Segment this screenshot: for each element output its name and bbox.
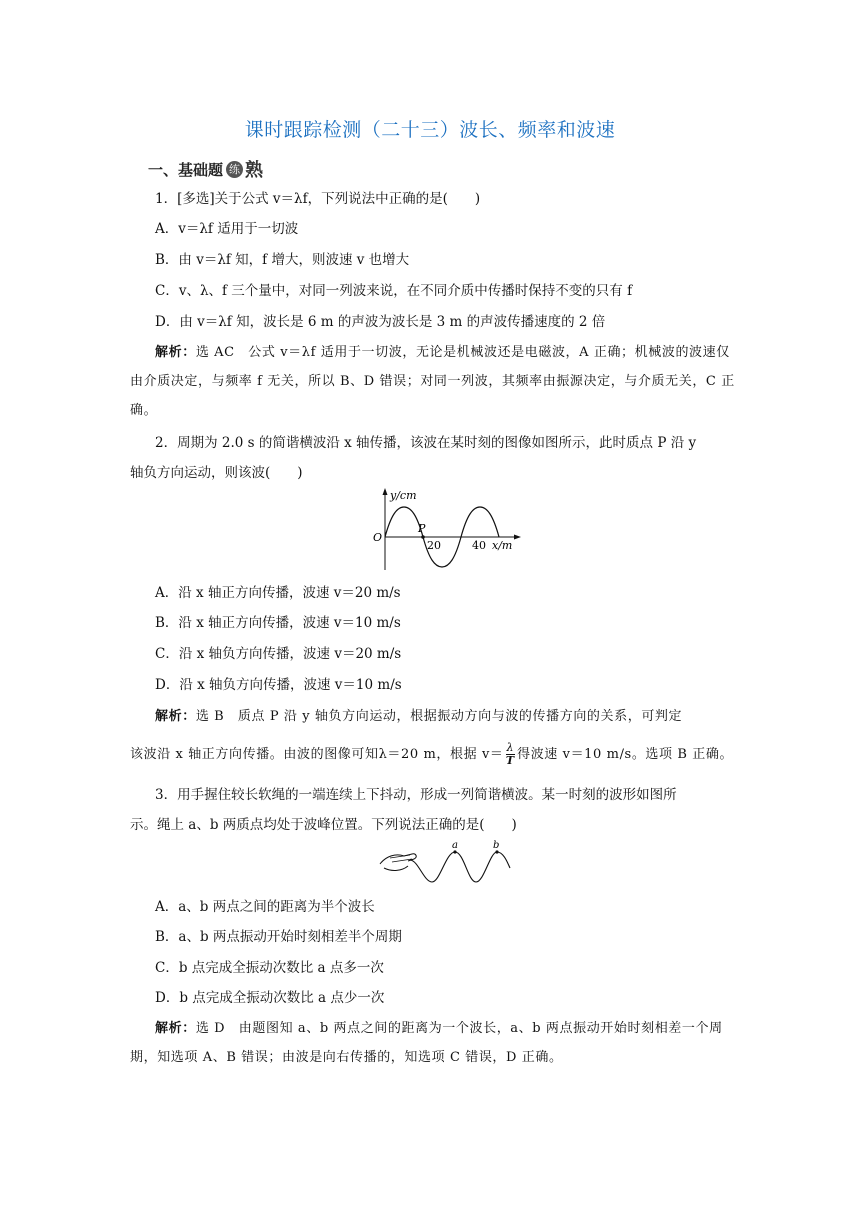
q2-analysis-text2b: 得波速 v＝10 m/s。选项 B 正确。 bbox=[517, 746, 734, 762]
q1-analysis-label: 解析： bbox=[155, 345, 196, 360]
q2-option-a: A．沿 x 轴正方向传播，波速 v＝20 m/s bbox=[155, 585, 401, 601]
q1-stem: 1．[多选]关于公式 v＝λf，下列说法中正确的是( ) bbox=[155, 191, 481, 207]
q3-analysis bbox=[130, 1014, 740, 1072]
x-tick-40: 40 bbox=[472, 539, 486, 552]
q2-fraction-numerator: λ bbox=[506, 741, 515, 754]
q1-option-b: B．由 v＝λf 知，f 增大，则波速 v 也增大 bbox=[155, 252, 410, 268]
q2-option-b: B．沿 x 轴正方向传播，波速 v＝10 m/s bbox=[155, 615, 401, 631]
q2-analysis-line1 bbox=[155, 708, 682, 726]
q1-analysis-text: 选 AC 公式 v＝λf 适用于一切波，无论是机械波还是电磁波，A 正确；机械波的波速仅由介质决定，与频率 f 无关，所以 B、D 错误；对同一列波，其频率由振源决定，与介质无关，C 正确。 bbox=[130, 345, 735, 418]
y-axis-label: y/cm bbox=[390, 489, 417, 502]
q2-analysis-text2a: 该波沿 x 轴正方向传播。由波的图像可知λ＝20 m，根据 v＝ bbox=[130, 746, 504, 762]
point-a-label: a bbox=[452, 840, 458, 851]
x-axis-arrow-icon bbox=[514, 535, 521, 540]
q2-stem-line1: 2．周期为 2.0 s 的简谐横波沿 x 轴传播，该波在某时刻的图像如图所示，此时质点 P 沿 y bbox=[155, 435, 697, 451]
q2-wave-figure bbox=[368, 485, 528, 575]
rope-wave bbox=[410, 852, 510, 882]
q3-stem-line1: 3．用手握住较长软绳的一端连续上下抖动，形成一列简谐横波。某一时刻的波形如图所 bbox=[155, 787, 677, 803]
q3-option-c: C．b 点完成全振动次数比 a 点多一次 bbox=[155, 960, 384, 976]
q2-stem-line2: 轴负方向运动，则该波( ) bbox=[130, 465, 303, 481]
q3-option-a: A．a、b 两点之间的距离为半个波长 bbox=[155, 899, 375, 915]
q2-option-d: D．沿 x 轴负方向传播，波速 v＝10 m/s bbox=[155, 677, 402, 693]
q2-analysis-line2 bbox=[130, 742, 733, 767]
q1-option-a: A．v＝λf 适用于一切波 bbox=[155, 221, 299, 237]
q2-analysis-label: 解析： bbox=[155, 709, 196, 724]
point-b-label: b bbox=[493, 840, 500, 851]
x-axis-label: x/m bbox=[492, 539, 513, 552]
practice-badge-text: 熟 bbox=[245, 160, 264, 181]
hand-icon bbox=[380, 854, 416, 871]
q1-analysis bbox=[130, 338, 740, 425]
practice-badge-icon: 练 bbox=[226, 161, 243, 178]
q3-stem-line2: 示。绳上 a、b 两质点均处于波峰位置。下列说法正确的是( ) bbox=[130, 817, 517, 833]
q3-rope-figure bbox=[376, 838, 516, 890]
q3-option-b: B．a、b 两点振动开始时刻相差半个周期 bbox=[155, 929, 402, 945]
q1-option-c: C．v、λ、f 三个量中，对同一列波来说，在不同介质中传播时保持不变的只有 f bbox=[155, 283, 633, 299]
q3-option-d: D．b 点完成全振动次数比 a 点少一次 bbox=[155, 990, 385, 1006]
origin-label: O bbox=[373, 531, 383, 544]
page-title: 课时跟踪检测（二十三）波长、频率和波速 bbox=[244, 119, 616, 141]
q2-option-c: C．沿 x 轴负方向传播，波速 v＝20 m/s bbox=[155, 646, 402, 662]
point-p-marker bbox=[421, 535, 425, 539]
section-heading bbox=[148, 156, 263, 182]
q2-fraction bbox=[506, 742, 516, 767]
point-p-label: P bbox=[418, 522, 426, 535]
q2-fraction-denominator: T bbox=[505, 754, 515, 767]
x-tick-20: 20 bbox=[427, 539, 441, 552]
y-axis-arrow-icon bbox=[383, 488, 388, 495]
q3-analysis-text: 选 D 由题图知 a、b 两点之间的距离为一个波长，a、b 两点振动开始时刻相差一个周期，知选项 A、B 错误；由波是向右传播的，知选项 C 错误，D 正确。 bbox=[130, 1021, 723, 1065]
q1-option-d: D．由 v＝λf 知，波长是 6 m 的声波为波长是 3 m 的声波传播速度的 2 倍 bbox=[155, 314, 606, 330]
q2-analysis-text1: 选 B 质点 P 沿 y 轴负方向运动，根据振动方向与波的传播方向的关系，可判定 bbox=[195, 709, 683, 724]
q3-analysis-label: 解析： bbox=[155, 1021, 196, 1036]
section-label: 一、基础题 bbox=[148, 160, 224, 179]
